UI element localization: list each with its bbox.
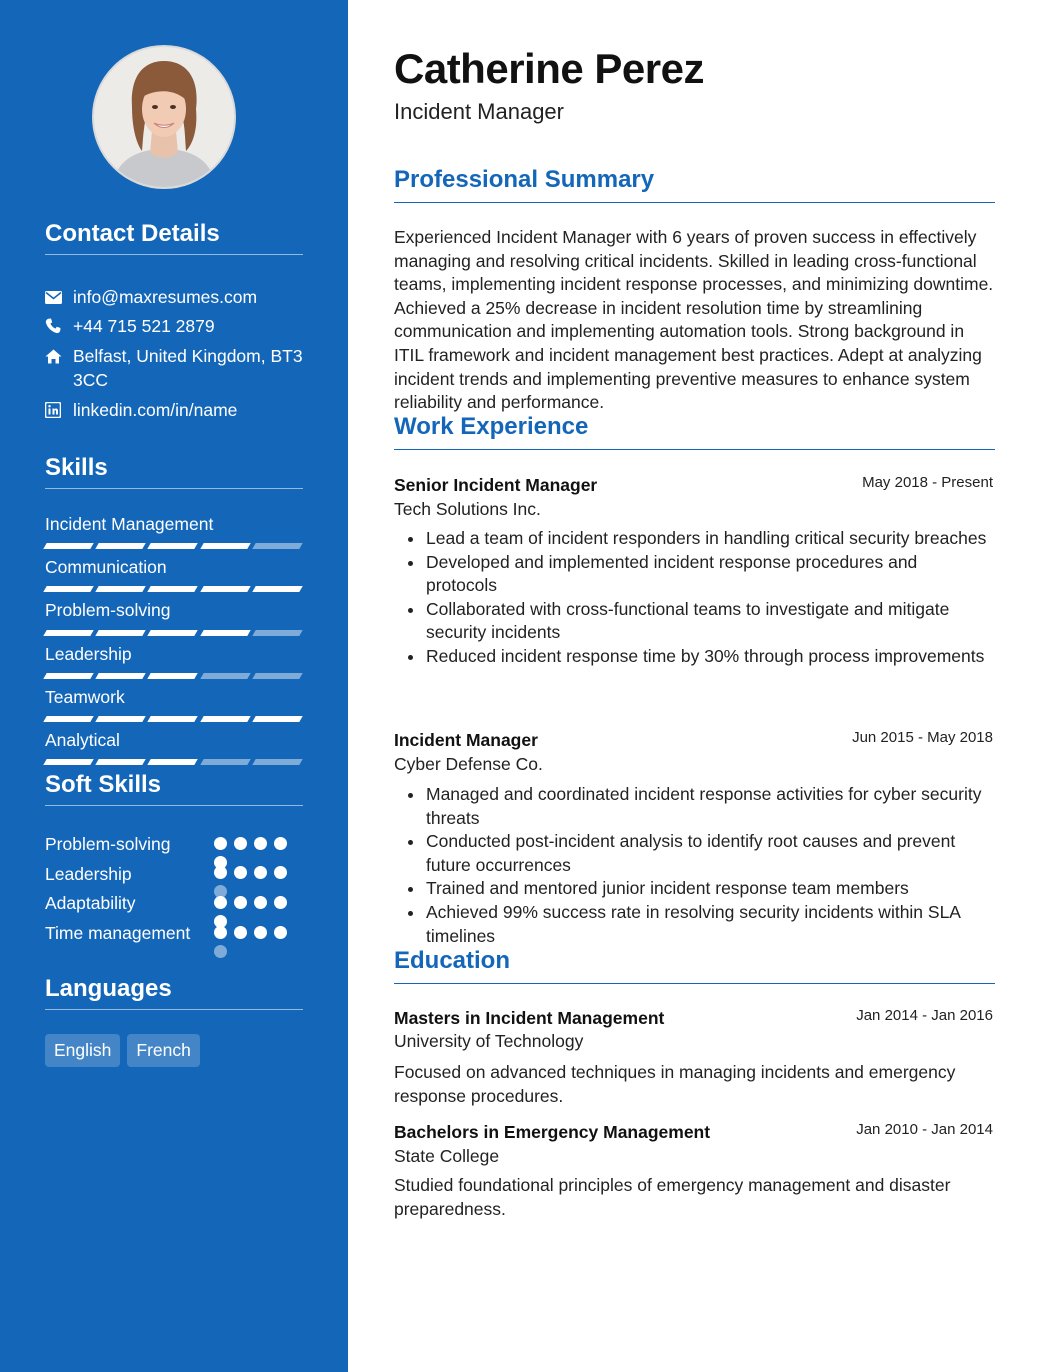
language-chip: English — [45, 1034, 120, 1067]
list-item: Managed and coordinated incident response activities for cyber security threats — [408, 783, 988, 830]
contact-linkedin[interactable] — [45, 398, 303, 422]
home-icon — [45, 344, 73, 368]
skill-name: Leadership — [45, 644, 132, 664]
work-experience-heading: Work Experience — [394, 413, 995, 450]
skill-level-segment — [148, 673, 199, 679]
education-heading: Education — [394, 947, 995, 984]
skill-level-segment — [43, 673, 94, 679]
skill-level-segment — [200, 673, 251, 679]
skill-level-segment — [95, 673, 146, 679]
soft-skill-dot — [274, 866, 287, 879]
skill-level-segment — [148, 543, 199, 549]
job-dates: May 2018 - Present — [862, 474, 993, 491]
skill-level-bar — [45, 759, 301, 765]
soft-skill-dots — [214, 926, 294, 958]
skill-level-segment — [252, 543, 303, 549]
phone-icon — [45, 314, 73, 338]
soft-skill-dot — [214, 837, 227, 850]
skill-name: Incident Management — [45, 514, 214, 534]
skills-heading: Skills — [45, 454, 303, 489]
degree-title: Bachelors in Emergency Management — [394, 1122, 711, 1142]
skill-level-segment — [95, 716, 146, 722]
contact-linkedin-text: linkedin.com/in/name — [73, 400, 238, 420]
summary-text: Experienced Incident Manager with 6 years of proven success in effectively managing and resolving critical incidents. Skilled in leading cross-functional teams, implementing incident response processes, and minimizing downtime. Achieved a 25% decrease in incident resolution time by streamlining communication and implementing automation tools. Strong background in ITIL framework and incident management best practices. Adept at analyzing incident trends and implementing preventive measures to enhance system reliability and performance. — [394, 227, 994, 413]
contact-email-text: info@maxresumes.com — [73, 287, 258, 307]
school-name: University of Technology — [394, 1031, 584, 1051]
soft-skill-dot — [254, 926, 267, 939]
contact-address — [45, 344, 303, 392]
skill-name: Communication — [45, 557, 167, 577]
contact-phone[interactable] — [45, 314, 303, 338]
skill-name: Teamwork — [45, 687, 125, 707]
job-role: Incident Manager — [394, 730, 538, 750]
list-item: Developed and implemented incident response procedures and protocols — [408, 551, 988, 598]
skill-level-segment — [95, 543, 146, 549]
degree-description: Focused on advanced techniques in managing incidents and emergency response procedures. — [394, 1062, 956, 1106]
skill-level-segment — [148, 586, 199, 592]
job-dates: Jun 2015 - May 2018 — [852, 729, 993, 746]
linkedin-icon — [45, 398, 73, 422]
skill-level-segment — [200, 543, 251, 549]
soft-skills-heading: Soft Skills — [45, 771, 303, 806]
language-chip: French — [127, 1034, 199, 1067]
skill-level-bar — [45, 716, 301, 722]
skill-level-segment — [43, 586, 94, 592]
skill-level-segment — [252, 630, 303, 636]
soft-skill-dot — [234, 926, 247, 939]
degree-dates: Jan 2014 - Jan 2016 — [856, 1007, 993, 1024]
skill-level-bar — [45, 586, 301, 592]
degree-description: Studied foundational principles of emergency management and disaster preparedness. — [394, 1175, 951, 1219]
skill-level-segment — [43, 543, 94, 549]
soft-skill-dot — [254, 837, 267, 850]
soft-skill-dots — [214, 837, 294, 869]
soft-skill-dot — [254, 866, 267, 879]
soft-skill-name: Time management — [45, 923, 191, 943]
contact-email[interactable] — [45, 285, 303, 309]
skill-level-segment — [43, 759, 94, 765]
soft-skill-dot — [274, 926, 287, 939]
soft-skill-dot — [234, 896, 247, 909]
avatar — [92, 45, 236, 189]
job-role: Senior Incident Manager — [394, 475, 598, 495]
job-bullets — [408, 783, 988, 948]
job-company: Cyber Defense Co. — [394, 754, 543, 774]
soft-skill-dot — [214, 896, 227, 909]
candidate-title: Incident Manager — [394, 99, 564, 124]
skill-level-segment — [200, 586, 251, 592]
list-item: Achieved 99% success rate in resolving security incidents within SLA timelines — [408, 901, 988, 948]
list-item: Conducted post-incident analysis to identify root causes and prevent future occurrences — [408, 830, 988, 877]
list-item: Reduced incident response time by 30% through process improvements — [408, 645, 988, 669]
school-name: State College — [394, 1146, 500, 1166]
soft-skill-name: Leadership — [45, 864, 132, 884]
soft-skill-dot — [234, 837, 247, 850]
skill-level-segment — [148, 630, 199, 636]
skill-name: Problem-solving — [45, 600, 171, 620]
job-bullets — [408, 527, 988, 669]
skill-level-bar — [45, 543, 301, 549]
soft-skill-dot — [254, 896, 267, 909]
envelope-icon — [45, 285, 73, 309]
skill-name: Analytical — [45, 730, 120, 750]
languages-heading: Languages — [45, 975, 303, 1010]
soft-skill-dots — [214, 896, 294, 928]
degree-title: Masters in Incident Management — [394, 1008, 665, 1028]
skill-level-segment — [148, 759, 199, 765]
candidate-name: Catherine Perez — [394, 45, 704, 92]
sidebar — [0, 0, 348, 1372]
list-item: Trained and mentored junior incident response team members — [408, 877, 988, 901]
contact-details-heading: Contact Details — [45, 220, 303, 255]
skill-level-segment — [200, 759, 251, 765]
skill-level-segment — [148, 716, 199, 722]
profile-photo-icon — [94, 47, 234, 187]
skill-level-segment — [43, 630, 94, 636]
skill-level-segment — [252, 759, 303, 765]
soft-skill-dot — [234, 866, 247, 879]
soft-skill-name: Adaptability — [45, 893, 136, 913]
soft-skill-dots — [214, 866, 294, 898]
job-company: Tech Solutions Inc. — [394, 499, 541, 519]
skill-level-segment — [95, 759, 146, 765]
skill-level-bar — [45, 673, 301, 679]
list-item: Lead a team of incident responders in handling critical security breaches — [408, 527, 988, 551]
contact-address-text: Belfast, United Kingdom, BT3 3CC — [73, 346, 303, 390]
skill-level-segment — [200, 716, 251, 722]
skill-level-segment — [252, 716, 303, 722]
soft-skill-name: Problem-solving — [45, 834, 171, 854]
soft-skill-dot — [214, 945, 227, 958]
skill-level-bar — [45, 630, 301, 636]
skill-level-segment — [95, 586, 146, 592]
skill-level-segment — [200, 630, 251, 636]
degree-dates: Jan 2010 - Jan 2014 — [856, 1121, 993, 1138]
skill-level-segment — [43, 716, 94, 722]
soft-skill-dot — [274, 896, 287, 909]
list-item: Collaborated with cross-functional teams to investigate and mitigate security incidents — [408, 598, 988, 645]
soft-skill-dot — [214, 866, 227, 879]
skill-level-segment — [95, 630, 146, 636]
skill-level-segment — [252, 586, 303, 592]
summary-heading: Professional Summary — [394, 166, 995, 203]
language-list — [45, 1034, 200, 1067]
soft-skill-dot — [274, 837, 287, 850]
soft-skill-dot — [214, 926, 227, 939]
contact-phone-text: +44 715 521 2879 — [73, 316, 215, 336]
skill-level-segment — [252, 673, 303, 679]
